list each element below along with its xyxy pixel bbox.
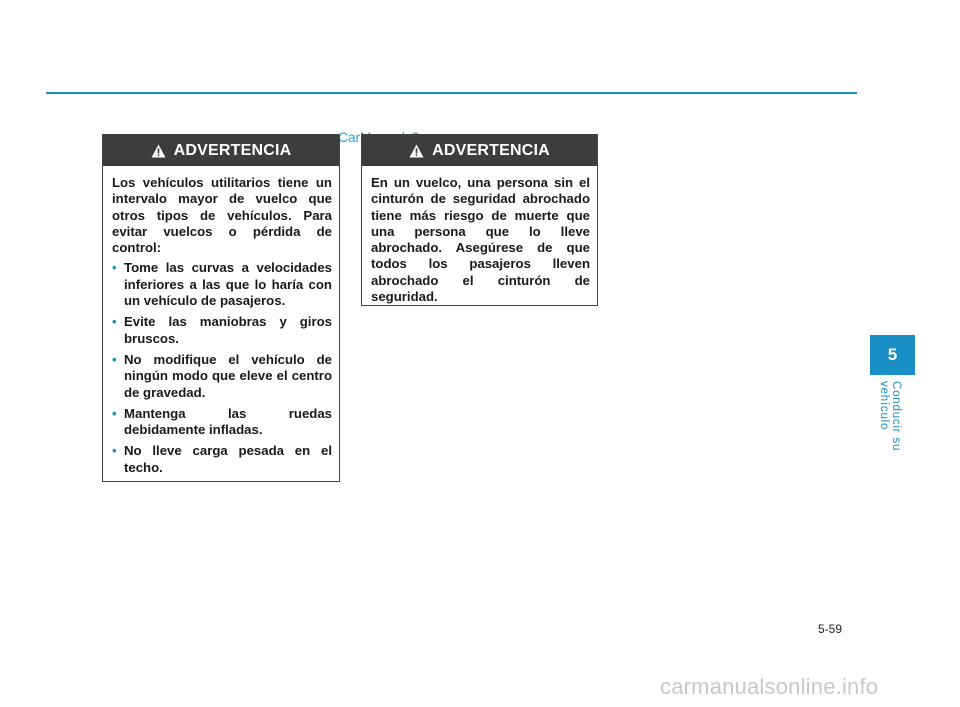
warning-box-rollover — [102, 134, 340, 482]
list-item-text: Tome las curvas a velocidades inferiores a las que lo haría con un vehículo de pasajeros. — [124, 260, 332, 309]
warning-header — [103, 135, 339, 166]
list-item — [112, 352, 332, 401]
chapter-number: 5 — [887, 345, 898, 364]
list-item-text: No modifique el vehículo de ningún modo que eleve el centro de gravedad. — [124, 351, 332, 400]
list-item — [112, 406, 332, 439]
warning-intro: En un vuelco, una persona sin el cinturón de seguridad abrochado tiene más riesgo de muerte que una persona que lo lleve abrochado. Asegúrese de que todos los pasajeros lleven abrochado el cinturón de seguridad. — [371, 175, 590, 305]
watermark-bottom: carmanualsonline.info — [660, 674, 879, 699]
list-item-text: No lleve carga pesada en el techo. — [124, 443, 332, 475]
top-divider — [46, 92, 857, 94]
list-item — [112, 443, 332, 476]
list-item — [112, 260, 332, 309]
chapter-tab — [870, 335, 915, 375]
warning-title: ADVERTENCIA — [432, 141, 550, 159]
list-item-text: Mantenga las ruedas debidamente infladas. — [124, 405, 332, 438]
warning-triangle-icon — [151, 144, 166, 158]
warning-box-seatbelt — [361, 134, 598, 306]
bullet-icon: • — [112, 260, 117, 276]
bullet-icon: • — [112, 443, 117, 459]
bullet-icon: • — [112, 405, 117, 421]
page-number: 5-59 — [818, 622, 843, 636]
list-item — [112, 314, 332, 347]
list-item-text: Evite las maniobras y giros bruscos. — [124, 314, 332, 346]
warning-body — [362, 166, 597, 305]
warning-body — [103, 166, 339, 476]
chapter-label: Conducir su vehículo — [878, 381, 902, 452]
bullet-icon: • — [112, 351, 117, 367]
warning-title: ADVERTENCIA — [173, 141, 292, 159]
bullet-icon: • — [112, 314, 117, 330]
warning-list — [112, 260, 332, 476]
warning-header — [362, 135, 597, 166]
warning-triangle-icon — [409, 144, 424, 158]
warning-intro: Los vehículos utilitarios tiene un intervalo mayor de vuelco que otros tipos de vehículos. Para evitar vuelcos o pérdida de control: — [112, 175, 332, 256]
